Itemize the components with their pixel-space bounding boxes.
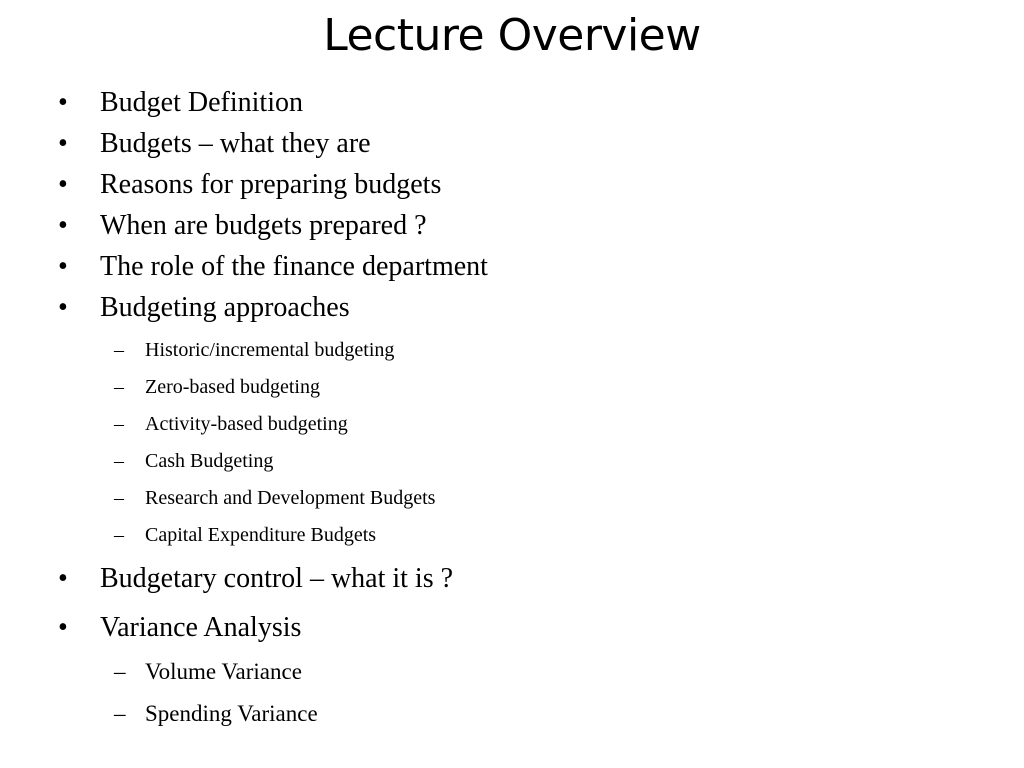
sub-bullet-text: Activity-based budgeting bbox=[145, 413, 348, 435]
bullet-text: Budgetary control – what it is ? bbox=[100, 563, 454, 594]
dash-marker: – bbox=[114, 487, 124, 509]
dash-marker: – bbox=[114, 413, 124, 435]
dash-marker: – bbox=[114, 524, 124, 546]
bullet-marker: • bbox=[58, 292, 68, 323]
sub-bullet-text: Spending Variance bbox=[145, 701, 318, 726]
bullet-marker: • bbox=[58, 251, 68, 282]
sub-bullet-text: Capital Expenditure Budgets bbox=[145, 524, 377, 546]
bullet-marker: • bbox=[58, 87, 68, 118]
bullet-text: Reasons for preparing budgets bbox=[100, 169, 442, 200]
sub-bullet-text: Historic/incremental budgeting bbox=[145, 339, 395, 361]
slide-title: Lecture Overview bbox=[323, 10, 701, 61]
bullet-marker: • bbox=[58, 128, 68, 159]
sub-bullet-text: Zero-based budgeting bbox=[145, 376, 320, 398]
bullet-text: Budget Definition bbox=[100, 87, 303, 118]
dash-marker: – bbox=[114, 701, 126, 726]
bullet-text: Budgets – what they are bbox=[100, 128, 371, 159]
bullet-marker: • bbox=[58, 563, 68, 594]
dash-marker: – bbox=[114, 376, 124, 398]
bullet-marker: • bbox=[58, 210, 68, 241]
bullet-text: The role of the finance department bbox=[100, 251, 488, 282]
dash-marker: – bbox=[114, 450, 124, 472]
sub-bullet-text: Volume Variance bbox=[145, 659, 302, 684]
bullet-marker: • bbox=[58, 612, 68, 643]
dash-marker: – bbox=[114, 339, 124, 361]
sub-bullet-text: Cash Budgeting bbox=[145, 450, 274, 472]
bullet-text: Budgeting approaches bbox=[100, 292, 350, 323]
bullet-marker: • bbox=[58, 169, 68, 200]
dash-marker: – bbox=[114, 659, 126, 684]
sub-bullet-text: Research and Development Budgets bbox=[145, 487, 436, 509]
bullet-text: Variance Analysis bbox=[100, 612, 302, 643]
bullet-text: When are budgets prepared ? bbox=[100, 210, 427, 241]
